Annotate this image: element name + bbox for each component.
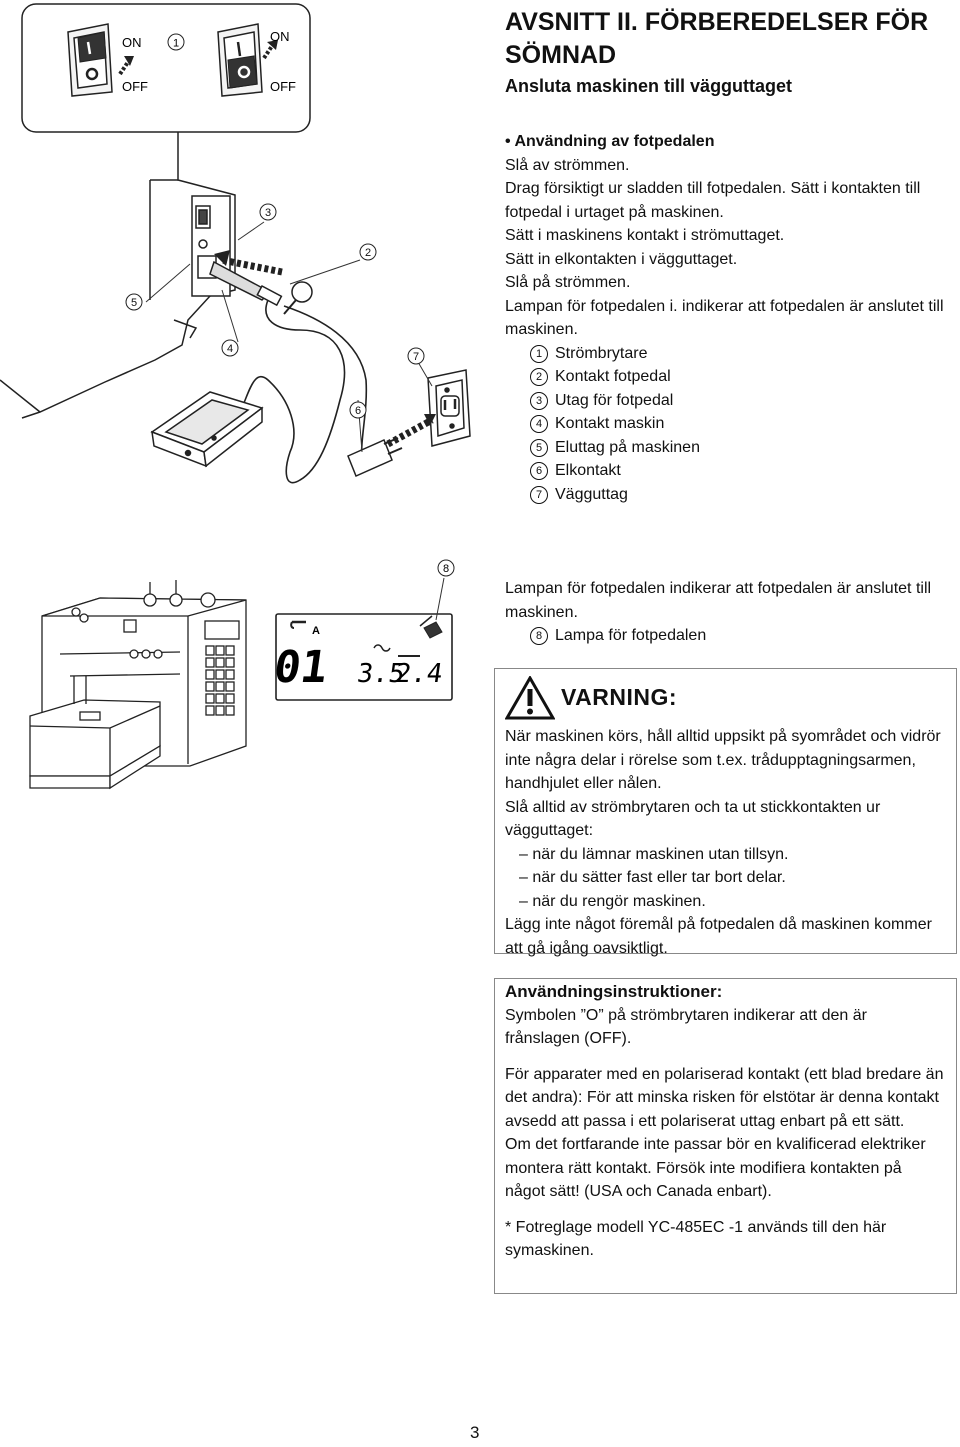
- lcd-stitch-width: 2.4: [393, 659, 445, 689]
- legend-number: 4: [530, 415, 548, 433]
- legend-number: 5: [530, 439, 548, 457]
- instructions-paragraph: Symbolen ”O” på strömbrytaren indikerar att den är frånslagen (OFF).: [505, 1006, 867, 1047]
- callout-4: 4: [226, 343, 234, 355]
- instructions-paragraph: För apparater med en polariserad kontakt (ett blad bredare än det andra): För att minska risken för elstötar är denna kontakt avsedd att passa i ett polariserat uttag enbart på ett sätt.: [505, 1065, 944, 1130]
- legend-item: [530, 459, 945, 483]
- wall-outlet-illustration: [428, 370, 470, 446]
- instructions-footnote: * Fotreglage modell YC-485EC -1 används till den här symaskinen.: [505, 1218, 887, 1259]
- warning-box: [494, 668, 957, 957]
- warning-line: – när du sätter fast eller tar bort delar.: [519, 869, 786, 886]
- switch-inset-frame: [22, 4, 310, 132]
- page-number: 3: [470, 1423, 480, 1442]
- instructions-paragraph: Om det fortfarande inte passar bör en kvalificerad elektriker montera rätt kontakt. Försök inte modifiera kontakten på något sätt! (USA och Canada enbart).: [505, 1136, 926, 1200]
- warning-line: Slå alltid av strömbrytaren och ta ut stickkontakten ur vägguttaget:: [505, 798, 881, 839]
- legend-number: 2: [530, 368, 548, 386]
- legend-number: 1: [530, 345, 548, 363]
- legend-item: [530, 483, 945, 507]
- legend-item: [530, 412, 945, 436]
- usage-step: Sätt i maskinens kontakt i strömuttaget.: [505, 227, 785, 244]
- foot-pedal-illustration: [152, 392, 262, 466]
- usage-step: Slå av strömmen.: [505, 156, 630, 174]
- connection-figure: [0, 0, 495, 520]
- warning-title: VARNING:: [561, 684, 678, 711]
- warning-line: När maskinen körs, håll alltid uppsikt på syområdet och vidrör inte några delar i rörelse som t.ex. trådupptagningsarmen, handhjulet eller nålen.: [505, 728, 941, 792]
- switch-off-label-left: OFF: [122, 79, 148, 94]
- legend-text: Strömbrytare: [555, 344, 648, 362]
- section-title: AVSNITT II. FÖRBEREDELSER FÖR SÖMNAD: [505, 8, 929, 69]
- switch-off-label-right: OFF: [270, 79, 296, 94]
- callout-5: 5: [130, 297, 138, 309]
- sewing-machine-illustration: [30, 580, 246, 788]
- power-cord: [284, 306, 366, 458]
- legend-number: 3: [530, 392, 548, 410]
- section-subtitle: Ansluta maskinen till vägguttaget: [505, 76, 793, 96]
- legend-number: 7: [530, 486, 548, 504]
- usage-legend: [505, 342, 945, 507]
- warning-line: – när du rengör maskinen.: [519, 892, 706, 910]
- callout-2: 2: [364, 247, 372, 259]
- usage-heading: • Användning av fotpedalen: [505, 133, 715, 150]
- machine-side-illustration: [0, 132, 235, 418]
- legend-text: Eluttag på maskinen: [555, 438, 700, 456]
- legend-item: [530, 436, 945, 460]
- legend-number: 6: [530, 462, 548, 480]
- switch-on-label-left: ON: [122, 35, 142, 50]
- legend-text: Elkontakt: [555, 462, 621, 479]
- callout-1: 1: [172, 37, 180, 50]
- legend-text: Lampa för fotpedalen: [555, 627, 707, 644]
- lamp-section: [505, 577, 945, 648]
- callout-3: 3: [264, 207, 272, 219]
- usage-section: [505, 130, 945, 506]
- instructions-title: Användningsinstruktioner:: [505, 982, 723, 1001]
- lamp-description: Lampan för fotpedalen indikerar att fotpedalen är anslutet till maskinen.: [505, 580, 932, 621]
- foot-pedal-lamp-icon: [424, 622, 442, 638]
- lcd-stitch-length: 3.5: [355, 659, 407, 689]
- usage-step: Lampan för fotpedalen i. indikerar att fotpedalen är anslutet till maskinen.: [505, 297, 944, 338]
- callout-7: 7: [412, 351, 420, 363]
- warning-line: Lägg inte något föremål på fotpedalen då maskinen kommer att gå igång oavsiktligt.: [505, 916, 932, 957]
- callout-6: 6: [354, 405, 362, 417]
- lcd-letter: A: [312, 625, 320, 637]
- lamp-legend-item: [505, 624, 945, 648]
- warning-line: – när du lämnar maskinen utan tillsyn.: [519, 845, 789, 863]
- power-plug: [348, 438, 402, 476]
- legend-number: 8: [530, 627, 548, 645]
- usage-step: Slå på strömmen.: [505, 274, 631, 291]
- legend-item: [530, 365, 945, 389]
- usage-step: Sätt in elkontakten i vägguttaget.: [505, 250, 738, 268]
- legend-text: Kontakt maskin: [555, 415, 665, 432]
- pedal-cord-plug: [284, 282, 312, 314]
- callout-8: 8: [442, 563, 450, 575]
- warning-header: [505, 679, 946, 717]
- insert-arrow-machine: [222, 260, 282, 272]
- switch-on-label-right: ON: [270, 29, 290, 44]
- legend-text: Kontakt fotpedal: [555, 368, 671, 385]
- warning-triangle-icon: [505, 676, 555, 720]
- legend-text: Utag för fotpedal: [555, 391, 674, 409]
- usage-step: Drag försiktigt ur sladden till fotpedalen. Sätt i kontakten till fotpedal i urtaget på maskinen.: [505, 180, 921, 221]
- lcd-pattern-number: 01: [270, 642, 331, 693]
- legend-text: Vägguttag: [555, 485, 628, 503]
- legend-item: [530, 389, 945, 413]
- machine-lcd-figure: [0, 556, 480, 856]
- instructions-box: [494, 978, 957, 1294]
- legend-item: [530, 342, 945, 366]
